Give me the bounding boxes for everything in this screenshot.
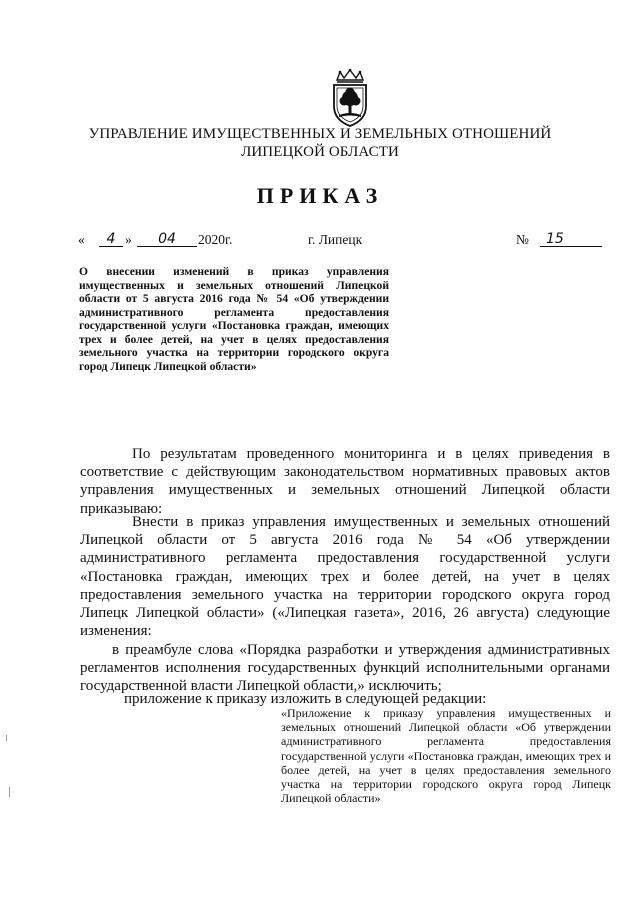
date-open-quote: « xyxy=(78,232,85,247)
document-title: ПРИКАЗ xyxy=(256,183,384,208)
preamble-change-paragraph: в преамбуле слова «Порядка разработки и утверждения административных регламентов исполнения государственных функций исполнительными органами государственной власти Липецкой области,» исключить; xyxy=(80,642,610,695)
date-month: 04 xyxy=(137,232,197,247)
appendix-quote: «Приложение к приказу управления имущественных и земельных отношений Липецкой области «Об утверждении административного регламента предоставления государственной услуги «Постановка граждан, имеющих трех и более детей, на учет в целях предоставления земельного участка на территории городского округа город Липецк Липецкой области» xyxy=(281,706,611,806)
organization-name-line1: УПРАВЛЕНИЕ ИМУЩЕСТВЕННЫХ И ЗЕМЕЛЬНЫХ ОТНОШЕНИЙ xyxy=(88,126,552,142)
organization-name-line2: ЛИПЕЦКОЙ ОБЛАСТИ xyxy=(241,144,399,160)
order-subject: О внесении изменений в приказ управления имущественных и земельных отношений Липецкой области от 5 августа 2016 года № 54 «Об утверждении административного регламента предоставления государственной услуги «Постановка граждан, имеющих трех и более детей, на учет в целях предоставления земельного участка на территории городского округа город Липецк Липецкой области» xyxy=(79,265,389,373)
date-close-quote: » xyxy=(125,232,132,247)
coat-of-arms-icon xyxy=(325,68,375,128)
number-sign: № xyxy=(516,232,529,247)
scan-mark xyxy=(6,735,7,741)
city-name: г. Липецк xyxy=(308,232,363,247)
amendment-paragraph: Внести в приказ управления имущественных и земельных отношений Липецкой области от 5 августа 2016 года № 54 «Об утверждении административного регламента предоставления государственной услуги «Постановка граждан, имеющих трех и более детей, на учет в целях предоставления земельного участка на территории городского округа город Липецк Липецкой области» («Липецкая газета», 2016, 26 августа) следующие изменения: xyxy=(80,514,610,640)
date-day: 4 xyxy=(99,232,123,247)
appendix-change-paragraph: приложение к приказу изложить в следующей редакции: xyxy=(124,691,487,707)
order-number: 15 xyxy=(540,232,602,247)
preamble-paragraph: По результатам проведенного мониторинга и в целях приведения в соответствие с действующим законодательством нормативных правовых актов управления имущественных и земельных отношений Липецкой области приказываю: xyxy=(80,446,610,517)
date-year: 2020г. xyxy=(198,232,233,247)
scan-mark xyxy=(9,787,10,797)
